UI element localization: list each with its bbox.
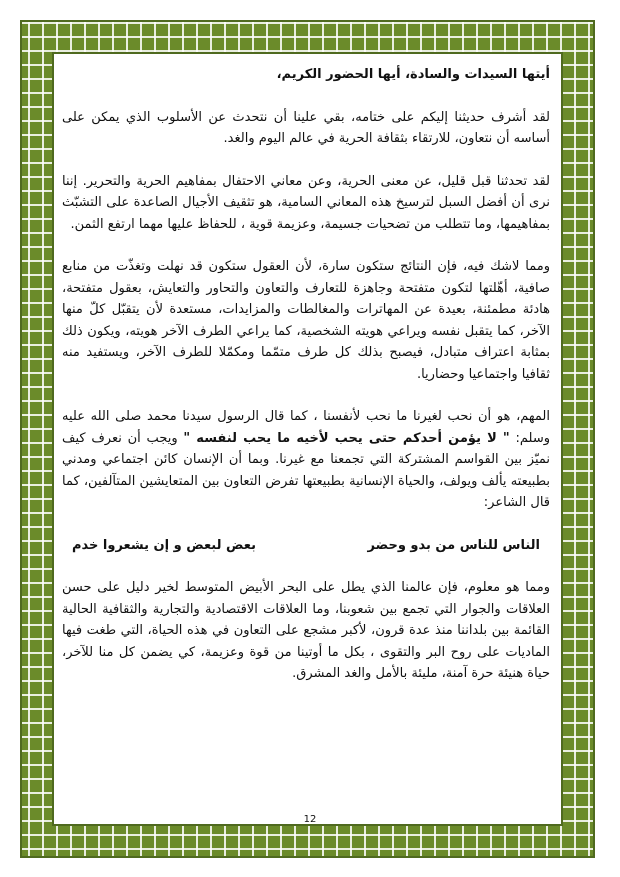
hadith-quote: " لا يؤمن أحدكم حتى يحب لأخيه ما يحب لنفسه " bbox=[183, 430, 510, 446]
paragraph-hadith bbox=[62, 406, 550, 514]
verse-first-hemistich: الناس للناس من بدو وحضر bbox=[367, 537, 540, 553]
hadith-intro: المهم، هو أن نحب لغيرنا ما نحب لأنفسنا ، كما قال الرسول سيدنا محمد صلى الله عليه وسلم: bbox=[62, 409, 550, 446]
paragraph: ومما هو معلوم، فإن عالمنا الذي يطل على البحر الأبيض المتوسط لخير دليل على حسن العلاقات والجوار التي تجمع بين شعوبنا، وما العلاقات الاقتصادية والتجارية والثقافية الحالية القائمة بين بلداننا منذ عدة قرون، لأكبر مشجع على التعاون في هذه الحياة، التي طغت فيها الماديات على روح البر والتقوى ، بكل ما أوتينا من قوة وعزيمة، كي يضمن كل منا للآخر، حياة هنيئة حرة آمنة، مليئة بالأمل والغد المشرق. bbox=[62, 580, 550, 681]
hadith-continuation: ويجب أن نعرف كيف نميّز بين القواسم المشتركة التي تجمعنا مع غيرنا. وبما أن الإنسان كائن اجتماعي ومدني بطبيعته يألف ويولف، والحياة الإنسانية بطبيعتها تفرض التعاون بين المتعايشين المتآلفين، كما قال الشاعر: bbox=[62, 430, 550, 510]
document-body bbox=[62, 64, 550, 706]
poem-verse bbox=[62, 535, 550, 557]
paragraph: لقد أشرف حديثنا إليكم على ختامه، بقي علينا أن نتحدث عن الأسلوب الذي يمكن على أساسه أن نتعاون، للارتقاء بثقافة الحرية في عالم اليوم والغد. bbox=[62, 109, 550, 146]
verse-second-hemistich: بعض لبعض و إن يشعروا خدم bbox=[72, 537, 256, 553]
greeting-line: أيتها السيدات والسادة، أيها الحضور الكريم، bbox=[276, 67, 550, 82]
paragraph: لقد تحدثنا قبل قليل، عن معنى الحرية، وعن معاني الاحتفال بمفاهيم الحرية والتحرير. إننا نرى أن أفضل السبل لترسيخ هذه المعاني السامية، هو تثقيف الأجيال الصاعدة على التشبّث بمفاهيمها، وما تتطلب من تضحيات جسيمة، وعزيمة قوية ، للحفاظ عليها مهما ارتفع الثمن. bbox=[62, 173, 550, 232]
paragraph: ومما لاشك فيه، فإن النتائج ستكون سارة، لأن العقول ستكون قد نهلت وتغذّت من منابع صافية، أهّلتها لتكون متفتحة وجاهزة للتعارف والتعاون والتحاور والتعايش، بعقول متفتحة، هادئة مطمئنة، بعيدة عن المهاترات والمغالطات والمزايدات، مستعدة لأن يتقبّل كلّ منها الآخر، كما يتقبل نفسه ويراعي هويته الشخصية، كما يراعي الطرف الآخر هويته، ويكون ذلك بمثابة اعتراف متبادل، فيصبح بذلك كل طرف متمّما ومكمّلا للطرف الآخر، ويستفيد منه ثقافيا واجتماعيا وحضاريا. bbox=[62, 259, 550, 382]
page-number: 12 bbox=[303, 814, 317, 825]
